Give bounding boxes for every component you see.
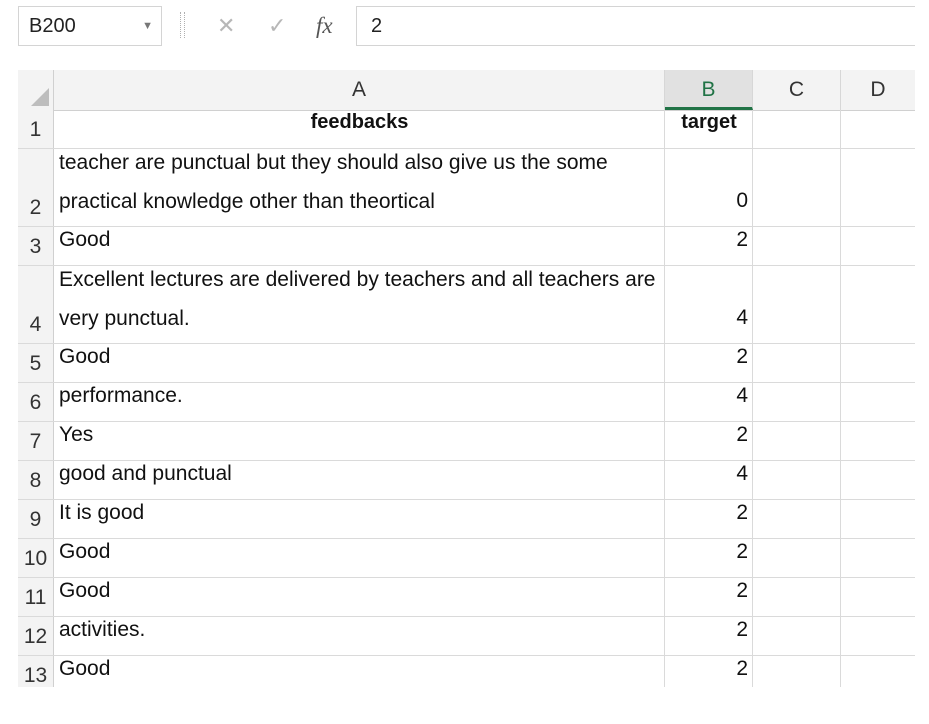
cell[interactable]: [841, 617, 915, 655]
cell-text: feedbacks: [310, 111, 409, 133]
row-header[interactable]: 5: [18, 344, 54, 382]
cell[interactable]: [841, 344, 915, 382]
column-header-a[interactable]: A: [54, 70, 665, 110]
cell[interactable]: [54, 617, 665, 655]
cell[interactable]: [753, 227, 841, 265]
cell[interactable]: [54, 110, 665, 148]
table-row: [18, 422, 915, 461]
cell[interactable]: [54, 461, 665, 499]
cell-text: Yes: [59, 423, 94, 446]
cell[interactable]: [665, 539, 753, 577]
cell[interactable]: [753, 539, 841, 577]
table-row: [18, 578, 915, 617]
cell-text: 2: [736, 501, 748, 524]
table-row: [18, 149, 915, 227]
row-header[interactable]: 4: [18, 266, 54, 343]
cell[interactable]: [841, 578, 915, 616]
row-header[interactable]: 13: [18, 656, 54, 687]
formula-input-value: 2: [371, 15, 383, 37]
cell-text: target: [681, 111, 737, 133]
cell[interactable]: [54, 422, 665, 460]
cell-text: good and punctual: [59, 462, 232, 485]
cell-text: 4: [736, 306, 748, 329]
cell-text: activities.: [59, 618, 146, 641]
column-header-b[interactable]: B: [665, 70, 753, 110]
table-row: [18, 110, 915, 149]
cell-text: 2: [736, 618, 748, 641]
row-header[interactable]: 3: [18, 227, 54, 265]
cell[interactable]: [753, 344, 841, 382]
cell[interactable]: [54, 266, 665, 343]
cell-text: 2: [736, 540, 748, 563]
cell-text: Excellent lectures are delivered by teachers and all teachers are very punctual.: [59, 268, 656, 330]
cell[interactable]: [54, 149, 665, 226]
cell[interactable]: [665, 422, 753, 460]
cell-text: 4: [736, 384, 748, 407]
column-header-c[interactable]: C: [753, 70, 841, 110]
cell[interactable]: [841, 266, 915, 343]
cell[interactable]: [753, 266, 841, 343]
cell-text: 2: [736, 345, 748, 368]
cell[interactable]: [841, 656, 915, 687]
cell[interactable]: [753, 656, 841, 687]
cell-text: performance.: [59, 384, 183, 407]
cell-text: Good: [59, 657, 111, 680]
cell[interactable]: [753, 110, 841, 148]
cell[interactable]: [54, 500, 665, 538]
column-header-row: [18, 70, 915, 111]
row-header[interactable]: 8: [18, 461, 54, 499]
table-row: [18, 266, 915, 344]
row-header[interactable]: 6: [18, 383, 54, 421]
chevron-down-icon[interactable]: ▼: [142, 20, 153, 32]
cell[interactable]: [841, 227, 915, 265]
cell[interactable]: [665, 110, 753, 148]
cell[interactable]: [841, 500, 915, 538]
name-box[interactable]: [18, 6, 162, 46]
cell-text: 2: [736, 228, 748, 251]
cell[interactable]: [841, 461, 915, 499]
table-row: [18, 383, 915, 422]
cell-text: Good: [59, 228, 111, 251]
cell[interactable]: [54, 539, 665, 577]
cell-text: teacher are punctual but they should also give us the some practical knowledge other than theortical: [59, 151, 608, 213]
table-row: [18, 539, 915, 578]
cell[interactable]: [54, 227, 665, 265]
cell[interactable]: [665, 383, 753, 421]
table-row: [18, 617, 915, 656]
cell[interactable]: [753, 461, 841, 499]
cell[interactable]: [665, 578, 753, 616]
cell[interactable]: [841, 422, 915, 460]
cell[interactable]: [753, 383, 841, 421]
cell[interactable]: [753, 149, 841, 226]
cell-text: 2: [736, 423, 748, 446]
cell[interactable]: [54, 578, 665, 616]
table-row: [18, 656, 915, 687]
cell[interactable]: [665, 461, 753, 499]
row-header[interactable]: 2: [18, 149, 54, 226]
cell[interactable]: [841, 539, 915, 577]
formula-input[interactable]: [357, 6, 915, 46]
select-all-button[interactable]: [18, 70, 54, 110]
cell[interactable]: [665, 149, 753, 226]
cell[interactable]: [665, 266, 753, 343]
cell-text: Good: [59, 579, 111, 602]
row-header[interactable]: 12: [18, 617, 54, 655]
row-header[interactable]: 10: [18, 539, 54, 577]
name-box-value: B200: [29, 15, 76, 37]
cell[interactable]: [753, 578, 841, 616]
cell-text: 0: [736, 189, 748, 212]
cell[interactable]: [54, 344, 665, 382]
column-header-d[interactable]: D: [870, 78, 886, 101]
cell-text: 2: [736, 657, 748, 680]
insert-function-icon[interactable]: fx: [316, 13, 333, 38]
cell-text: Good: [59, 345, 111, 368]
cell-text: 2: [736, 579, 748, 602]
table-row: [18, 461, 915, 500]
cell[interactable]: [665, 227, 753, 265]
cell[interactable]: [753, 422, 841, 460]
cell[interactable]: [665, 617, 753, 655]
row-header[interactable]: 7: [18, 422, 54, 460]
cell-text: 4: [736, 462, 748, 485]
cell[interactable]: [665, 656, 753, 687]
table-row: [18, 344, 915, 383]
table-row: [18, 227, 915, 266]
enter-icon[interactable]: ✓: [268, 13, 287, 38]
cell[interactable]: [54, 656, 665, 687]
cell[interactable]: [753, 500, 841, 538]
select-all-triangle-icon: [31, 88, 49, 106]
row-header[interactable]: 11: [18, 578, 54, 616]
cell-text: It is good: [59, 501, 145, 524]
formula-bar-grip: [180, 12, 185, 38]
cell[interactable]: [841, 383, 915, 421]
cell[interactable]: [665, 344, 753, 382]
sheet-gap: [0, 52, 915, 70]
cell[interactable]: [841, 149, 915, 226]
formula-bar: [0, 0, 915, 52]
page-bottom: [0, 687, 929, 724]
cell[interactable]: [753, 617, 841, 655]
row-header[interactable]: 1: [18, 110, 54, 148]
spreadsheet-grid: [18, 70, 915, 687]
cancel-icon[interactable]: ✕: [217, 13, 236, 38]
table-row: [18, 500, 915, 539]
cell[interactable]: [665, 500, 753, 538]
cell-text: Good: [59, 540, 111, 563]
row-header[interactable]: 9: [18, 500, 54, 538]
cell[interactable]: [841, 110, 915, 148]
cell[interactable]: [54, 383, 665, 421]
